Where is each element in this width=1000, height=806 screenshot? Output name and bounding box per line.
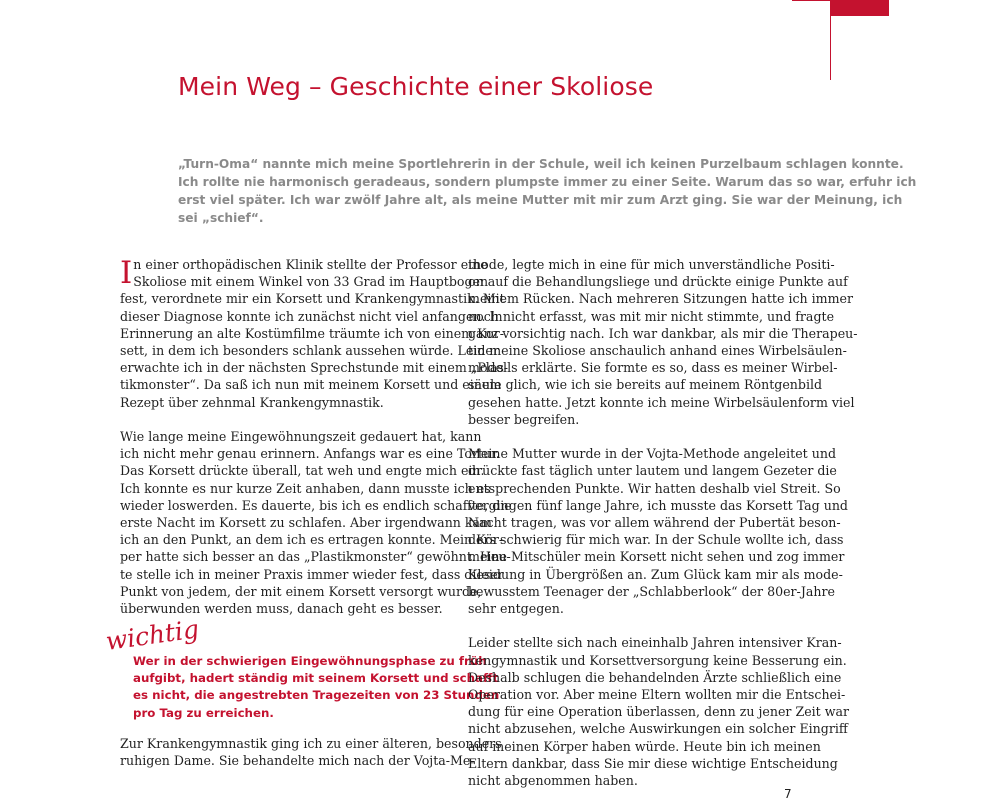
text-line: Operation vor. Aber meine Eltern wollten mir die Entschei- — [468, 687, 846, 703]
text-line: per hatte sich besser an das „Plastikmonster“ gewöhnt. Heu- — [120, 549, 511, 565]
text-line: besser begreifen. — [468, 411, 580, 427]
text-line: entsprechenden Punkte. Wir hatten deshalb viel Streit. So — [468, 480, 841, 496]
text-line: n einer orthopädischen Klinik stellte der Professor eine — [133, 257, 488, 272]
text-line: Eltern dankbar, dass Sie mir diese wichtige Entscheidung — [468, 755, 838, 771]
right-paragraph-2 — [468, 445, 848, 617]
text-line: sehr entgegen. — [468, 601, 564, 617]
text-line: erwachte ich in der nächsten Sprechstunde mit einem „Plas- — [120, 360, 509, 376]
tip-line: aufgibt, hadert ständig mit seinem Korsett und schafft — [133, 671, 499, 686]
text-line: Wie lange meine Eingewöhnungszeit gedauert hat, kann — [120, 429, 482, 445]
text-line: ich an den Punkt, an dem ich es ertragen konnte. Mein Kör- — [120, 532, 504, 548]
intro-line: sei „schief“. — [178, 211, 264, 225]
right-paragraph-1 — [468, 256, 858, 428]
text-line: Punkt von jedem, der mit einem Korsett versorgt wurde, — [120, 583, 482, 599]
text-line: tikmonster“. Da saß ich nun mit meinem Korsett und einem — [120, 377, 502, 393]
text-line: thode, legte mich in eine für mich unverständliche Positi- — [468, 257, 835, 272]
text-line: Ich konnte es nur kurze Zeit anhaben, dann musste ich es — [120, 480, 491, 496]
text-line: dung für eine Operation überlassen, denn zu jener Zeit war — [468, 704, 850, 720]
tip-label: wichtig — [103, 614, 201, 656]
drop-cap: I — [120, 255, 133, 291]
left-text-column — [120, 255, 512, 634]
text-line: Meine Mutter wurde in der Vojta-Methode angeleitet und — [468, 446, 837, 462]
text-line: ruhigen Dame. Sie behandelte mich nach der Vojta-Me- — [120, 753, 475, 769]
text-line: vergingen fünf lange Jahre, ich musste das Korsett Tag und — [468, 497, 848, 513]
text-line: überwunden werden muss, danach geht es besser. — [120, 601, 443, 617]
text-line: nicht abzusehen, welche Auswirkungen ein solcher Eingriff — [468, 721, 848, 737]
tip-line: pro Tag zu erreichen. — [133, 705, 274, 720]
text-line: gesehen hatte. Jetzt konnte ich meine Wirbelsäulenform viel — [468, 394, 855, 410]
text-line: bewusstem Teenager der „Schlabberlook“ der 80er-Jahre — [468, 583, 835, 599]
intro-line: „Turn-Oma“ nannte mich meine Sportlehrerin in der Schule, weil ich keinen Purzelbaum schlagen konnte. — [178, 157, 904, 171]
text-line: Nacht tragen, was vor allem während der Pubertät beson- — [468, 515, 841, 531]
tip-line: Wer in der schwierigen Eingewöhnungsphase zu früh — [133, 654, 487, 668]
corner-accent-bar — [830, 0, 889, 16]
text-line: ders schwierig für mich war. In der Schule wollte ich, dass — [468, 532, 844, 548]
text-line: te stelle ich in meiner Praxis immer wieder fest, dass dieser — [120, 566, 504, 582]
text-line: tin meine Skoliose anschaulich anhand eines Wirbelsäulen- — [468, 343, 847, 359]
left-paragraph-2 — [120, 428, 512, 617]
text-line: nicht abgenommen haben. — [468, 773, 638, 789]
tip-line: es nicht, die angestrebten Tragezeiten von 23 Stunden — [133, 688, 500, 703]
text-line: dieser Diagnose konnte ich zunächst nicht viel anfangen. In — [120, 308, 503, 324]
text-line: ganz vorsichtig nach. Ich war dankbar, als mir die Therapeu- — [468, 325, 858, 341]
text-line: fest, verordnete mir ein Korsett und Krankengymnastik. Mit — [120, 291, 505, 307]
corner-accent-line-vertical — [830, 0, 831, 80]
page-title: Mein Weg – Geschichte einer Skoliose — [178, 72, 654, 101]
text-line: Rezept über zehnmal Krankengymnastik. — [120, 394, 384, 410]
tip-text — [133, 653, 500, 722]
text-line: Kleidung in Übergrößen an. Zum Glück kam mir als mode- — [468, 566, 843, 582]
text-line: ich nicht mehr genau erinnern. Anfangs war es eine Tortur. — [120, 446, 500, 462]
text-line: säule glich, wie ich sie bereits auf meinem Röntgenbild — [468, 377, 823, 393]
text-line: Leider stellte sich nach eineinhalb Jahren intensiver Kran- — [468, 635, 842, 651]
left-paragraph-3 — [120, 735, 502, 769]
text-line: Das Korsett drückte überall, tat weh und engte mich ein. — [120, 463, 485, 479]
left-paragraph-1 — [120, 255, 509, 411]
page-number: 7 — [784, 787, 792, 801]
text-line: Erinnerung an alte Kostümfilme träumte ich von einem Kor- — [120, 325, 505, 341]
text-line: Deshalb schlugen die behandelnden Ärzte schließlich eine — [468, 669, 842, 685]
text-line: kengymnastik und Korsettversorgung keine Besserung ein. — [468, 652, 847, 668]
text-line: modells erklärte. Sie formte es so, dass es meiner Wirbel- — [468, 360, 838, 376]
text-line: meine Mitschüler mein Korsett nicht sehen und zog immer — [468, 549, 845, 565]
corner-accent-line-horizontal — [792, 0, 830, 1]
text-line: drückte fast täglich unter lautem und langem Gezeter die — [468, 463, 837, 479]
text-line: sett, in dem ich besonders schlank aussehen würde. Leider — [120, 343, 499, 359]
text-line: meinem Rücken. Nach mehreren Sitzungen hatte ich immer — [468, 291, 854, 307]
text-line: Zur Krankengymnastik ging ich zu einer älteren, besonders — [120, 736, 502, 751]
right-paragraph-3 — [468, 634, 850, 789]
intro-line: erst viel später. Ich war zwölf Jahre alt, als meine Mutter mit mir zum Arzt ging. Sie war der Meinung, ich — [178, 193, 903, 207]
text-line: on auf die Behandlungsliege und drückte einige Punkte auf — [468, 274, 848, 290]
text-line: wieder loswerden. Es dauerte, bis ich es endlich schaffte, die — [120, 497, 512, 513]
text-line: auf meinen Körper haben würde. Heute bin ich meinen — [468, 738, 821, 754]
text-line: noch nicht erfasst, was mit mir nicht stimmte, und fragte — [468, 308, 835, 324]
right-text-column — [468, 256, 858, 806]
intro-line: Ich rollte nie harmonisch geradeaus, sondern plumpste immer zu einer Seite. Warum das so war, erfuhr ich — [178, 175, 917, 189]
text-line: erste Nacht im Korsett zu schlafen. Aber irgendwann kam — [120, 515, 493, 531]
intro-paragraph — [178, 155, 917, 227]
text-line: Skoliose mit einem Winkel von 33 Grad im Hauptbogen — [133, 274, 489, 290]
